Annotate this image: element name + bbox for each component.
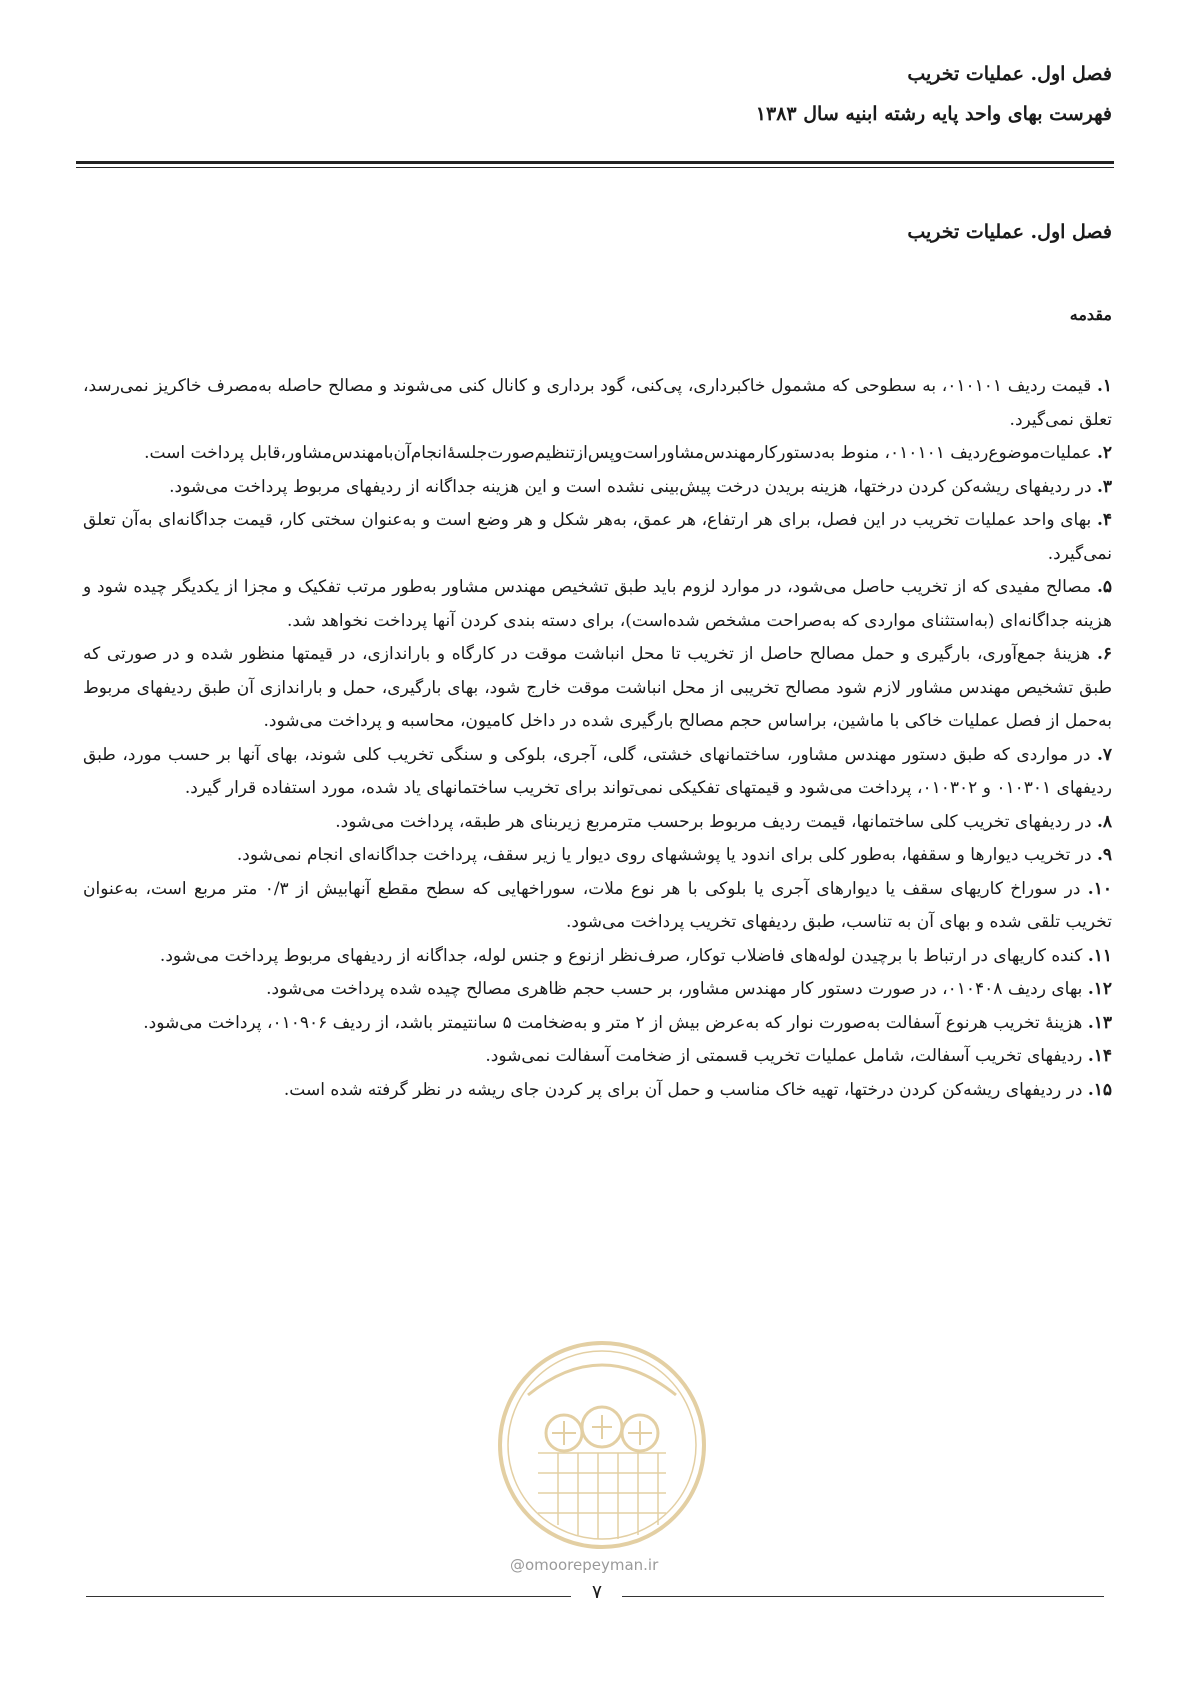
paragraph-number: ۳.	[1096, 476, 1112, 497]
body-text	[83, 370, 1112, 1107]
paragraph-text: بهای واحد عملیات تخریب در این فصل، برای هر ارتفاع، هر عمق، به‌هر شکل و هر وضع است و به‌عنوان سختی کار، قیمت جداگانه‌ای به‌آن تعلق نمی‌گیرد.	[83, 510, 1112, 564]
paragraph-text: بهای ردیف ۰۱۰۴۰۸، در صورت دستور کار مهندس مشاور، بر حسب حجم ظاهری مصالح چیده شده پرداخت می‌شود.	[266, 979, 1083, 999]
paragraph-text: در ردیفهای ریشه‌کن کردن درختها، هزینه بریدن درخت پیش‌بینی نشده است و این هزینه جداگانه از ردیفهای مربوط پرداخت می‌شود.	[169, 476, 1092, 497]
paragraph-12	[83, 973, 1112, 1007]
paragraph-text: ردیفهای تخریب آسفالت، شامل عملیات تخریب قسمتی از ضخامت آسفالت نمی‌شود.	[485, 1046, 1083, 1066]
paragraph-number: ۱۲.	[1087, 979, 1112, 999]
paragraph-number: ۸.	[1096, 811, 1112, 832]
paragraph-8	[83, 806, 1112, 840]
paragraph-number: ۹.	[1096, 845, 1112, 865]
watermark-logo	[488, 1335, 716, 1555]
paragraph-9	[83, 839, 1112, 873]
paragraph-10	[83, 873, 1112, 940]
header-rule-thick	[76, 161, 1114, 164]
paragraph-text: هزینهٔ جمع‌آوری، بارگیری و حمل مصالح حاصل از تخریب تا محل انباشت موقت در کارگاه و باراندازی، در قیمتها منظور شده و در صورتی که طبق تشخیص مهندس مشاور لازم شود مصالح تخریبی از محل انباشت موقت خارج شود، بهای بارگیری، حمل و باراندازی آن طبق ردیفهای مربوط به‌حمل از فصل عملیات خاکی با ماشین، براساس حجم مصالح بارگیری شده در داخل کامیون، محاسبه و پرداخت می‌شود.	[83, 644, 1112, 731]
paragraph-text: عملیات‌موضوع‌ردیف ۰۱۰۱۰۱، منوط به‌دستورکارمهندس‌مشاوراست‌وپس‌ازتنظیم‌صورت‌جلسهٔ‌انجام‌آن‌بامهندس‌مشاور،قابل پرداخت است.	[144, 443, 1092, 463]
paragraph-6	[83, 638, 1112, 739]
paragraph-number: ۱۳.	[1087, 1012, 1112, 1033]
running-header-book-title: فهرست بهای واحد پایه رشته ابنیه سال ۱۳۸۳	[755, 103, 1112, 125]
paragraph-text: در مواردی که طبق دستور مهندس مشاور، ساختمانهای خشتی، گلی، آجری، بلوکی و سنگی تخریب کلی شوند، بهای آنها بر حسب مورد، طبق ردیفهای ۰۱۰۳۰۱ و ۰۱۰۳۰۲، پرداخت می‌شود و قیمتهای تفکیکی نمی‌تواند برای تخریب ساختمانهای یاد شده، مورد استفاده قرار گیرد.	[83, 744, 1112, 798]
paragraph-15	[83, 1074, 1112, 1108]
paragraph-1	[83, 370, 1112, 437]
section-title: فصل اول. عملیات تخریب	[907, 221, 1112, 243]
paragraph-2	[83, 437, 1112, 471]
paragraph-text: هزینهٔ تخریب هرنوع آسفالت به‌صورت نوار که به‌عرض بیش از ۲ متر و به‌ضخامت ۵ سانتیمتر باشد، از ردیف ۰۱۰۹۰۶، پرداخت می‌شود.	[143, 1012, 1083, 1033]
paragraph-13	[83, 1007, 1112, 1041]
page-number: ۷	[591, 1581, 603, 1603]
paragraph-number: ۲.	[1096, 443, 1112, 463]
paragraph-number: ۷.	[1096, 744, 1113, 765]
paragraph-text: در سوراخ کاریهای سقف یا دیوارهای آجری یا بلوکی با هر نوع ملات، سوراخهایی که سطح مقطع آنهابیش از ۰/۳ متر مربع است، به‌عنوان تخریب تلقی شده و بهای آن به تناسب، طبق ردیفهای تخریب پرداخت می‌شود.	[83, 878, 1112, 932]
paragraph-14	[83, 1040, 1112, 1074]
paragraph-number: ۴.	[1096, 510, 1112, 530]
paragraph-4	[83, 504, 1112, 571]
footer-rule-right	[622, 1596, 1104, 1597]
paragraph-5	[83, 571, 1112, 638]
paragraph-number: ۱۰.	[1087, 878, 1112, 899]
paragraph-text: کنده کاریهای در ارتباط با برچیدن لوله‌های فاضلاب توکار، صرف‌نظر ازنوع و جنس لوله، جداگانه از ردیفهای مربوط پرداخت می‌شود.	[159, 945, 1083, 966]
paragraph-text: مصالح مفیدی که از تخریب حاصل می‌شود، در موارد لزوم باید طبق تشخیص مهندس مشاور به‌طور مرتب تفکیک و مجزا از یکدیگر چیده شود و هزینه جداگانه‌ای (به‌استثنای مواردی که به‌صراحت مشخص شده‌است)، برای دسته بندی کردن آنها پرداخت نخواهد شد.	[83, 577, 1112, 631]
paragraph-7	[83, 739, 1112, 806]
running-header-chapter: فصل اول. عملیات تخریب	[907, 63, 1112, 85]
paragraph-number: ۱۴.	[1087, 1046, 1112, 1066]
intro-heading: مقدمه	[1069, 305, 1112, 324]
paragraph-number: ۱۵.	[1087, 1079, 1112, 1100]
paragraph-number: ۱.	[1096, 376, 1113, 396]
paragraph-11	[83, 940, 1112, 974]
watermark-url: @omoorepeyman.ir	[510, 1556, 659, 1574]
paragraph-number: ۵.	[1096, 577, 1112, 597]
paragraph-text: در ردیفهای تخریب کلی ساختمانها، قیمت ردیف مربوط برحسب مترمربع زیربنای هر طبقه، پرداخت می‌شود.	[335, 811, 1092, 832]
header-rule-thin	[76, 167, 1114, 168]
paragraph-number: ۱۱.	[1087, 945, 1112, 966]
paragraph-3	[83, 471, 1112, 505]
footer-rule-left	[86, 1596, 571, 1597]
paragraph-text: در ردیفهای ریشه‌کن کردن درختها، تهیه خاک مناسب و حمل آن برای پر کردن جای ریشه در نظر گرفته شده است.	[283, 1079, 1083, 1100]
paragraph-text: قیمت ردیف ۰۱۰۱۰۱، به سطوحی که مشمول خاکبرداری، پی‌کنی، گود برداری و کانال کنی می‌شوند و مصالح حاصله به‌مصرف خاکریز نمی‌رسد، تعلق نمی‌گیرد.	[83, 376, 1112, 430]
paragraph-text: در تخریب دیوارها و سقفها، به‌طور کلی برای اندود یا پوششهای روی دیوار یا زیر سقف، پرداخت جداگانه‌ای انجام نمی‌شود.	[236, 845, 1092, 865]
paragraph-number: ۶.	[1096, 644, 1112, 664]
